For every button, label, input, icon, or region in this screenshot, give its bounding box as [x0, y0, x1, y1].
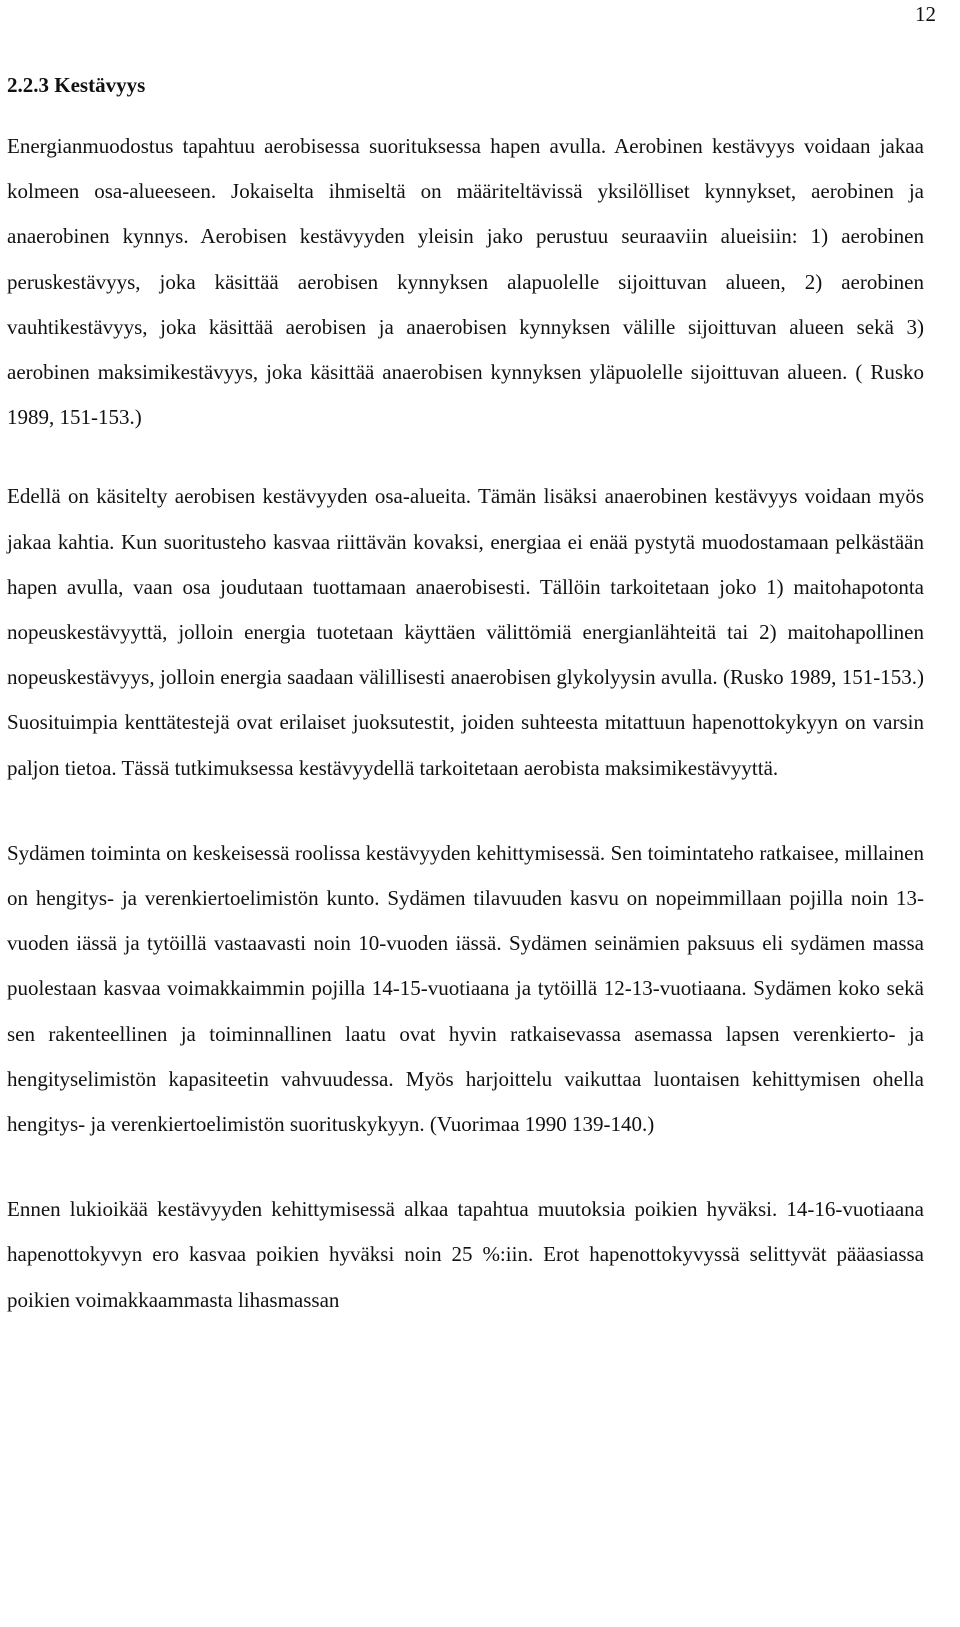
page-number: 12: [915, 2, 936, 26]
document-body: [7, 64, 924, 1323]
paragraph-aerobic-endurance: Energianmuodostus tapahtuu aerobisessa suorituksessa hapen avulla. Aerobinen kestävyys voidaan jakaa kolmeen osa-alueeseen. Jokaiselta ihmiseltä on määriteltävissä yksilölliset kynnykset, aerobinen ja anaerobinen kynnys. Aerobisen kestävyyden yleisin jako perustuu seuraaviin alueisiin: 1) aerobinen peruskestävyys, joka käsittää aerobisen kynnyksen alapuolelle sijoittuvan alueen, 2) aerobinen vauhtikestävyys, joka käsittää aerobisen ja anaerobisen kynnyksen välille sijoittuvan alueen sekä 3) aerobinen maksimikestävyys, joka käsittää anaerobisen kynnyksen yläpuolelle sijoittuvan alueen. ( Rusko 1989, 151-153.): [7, 134, 924, 430]
paragraph-before-high-school: Ennen lukioikää kestävyyden kehittymisessä alkaa tapahtua muutoksia poikien hyväksi. 14-16-vuotiaana hapenottokyvyn ero kasvaa poikien hyväksi noin 25 %:iin. Erot hapenottokyvyssä selittyvät pääasiassa poikien voimakkaammasta lihasmassan: [7, 1197, 924, 1312]
section-heading: 2.2.3 Kestävyys: [7, 73, 146, 97]
paragraph-heart-function: Sydämen toiminta on keskeisessä roolissa kestävyyden kehittymisessä. Sen toimintateho ratkaisee, millainen on hengitys- ja verenkiertoelimistön kunto. Sydämen tilavuuden kasvu on nopeimmillaan pojilla noin 13-vuoden iässä ja tytöillä vastaavasti noin 10-vuoden iässä. Sydämen seinämien paksuus eli sydämen massa puolestaan kasvaa voimakkaimmin pojilla 14-15-vuotiaana ja tytöillä 12-13-vuotiaana. Sydämen koko sekä sen rakenteellinen ja toiminnallinen laatu ovat hyvin ratkaisevassa asemassa lapsen verenkierto- ja hengityselimistön kapasiteetin vahvuudessa. Myös harjoittelu vaikuttaa luontaisen kehittymisen ohella hengitys- ja verenkiertoelimistön suorituskykyyn. (Vuorimaa 1990 139-140.): [7, 840, 924, 1137]
paragraph-anaerobic-endurance: Edellä on käsitelty aerobisen kestävyyden osa-alueita. Tämän lisäksi anaerobinen kestävyys voidaan myös jakaa kahtia. Kun suoritusteho kasvaa riittävän kovaksi, energiaa ei enää pystytä muodostamaan pelkästään hapen avulla, vaan osa joudutaan tuottamaan anaerobisesti. Tällöin tarkoitetaan joko 1) maitohapotonta nopeuskestävyyttä, jolloin energia tuotetaan käyttäen välittömiä energianlähteitä tai 2) maitohapollinen nopeuskestävyys, jolloin energia saadaan välillisesti anaerobisen glykolyysin avulla. (Rusko 1989, 151-153.) Suosituimpia kenttätestejä ovat erilaiset juoksutestit, joiden suhteesta mitattuun hapenottokykyyn on varsin paljon tietoa. Tässä tutkimuksessa kestävyydellä tarkoitetaan aerobista maksimikestävyyttä.: [7, 484, 924, 780]
